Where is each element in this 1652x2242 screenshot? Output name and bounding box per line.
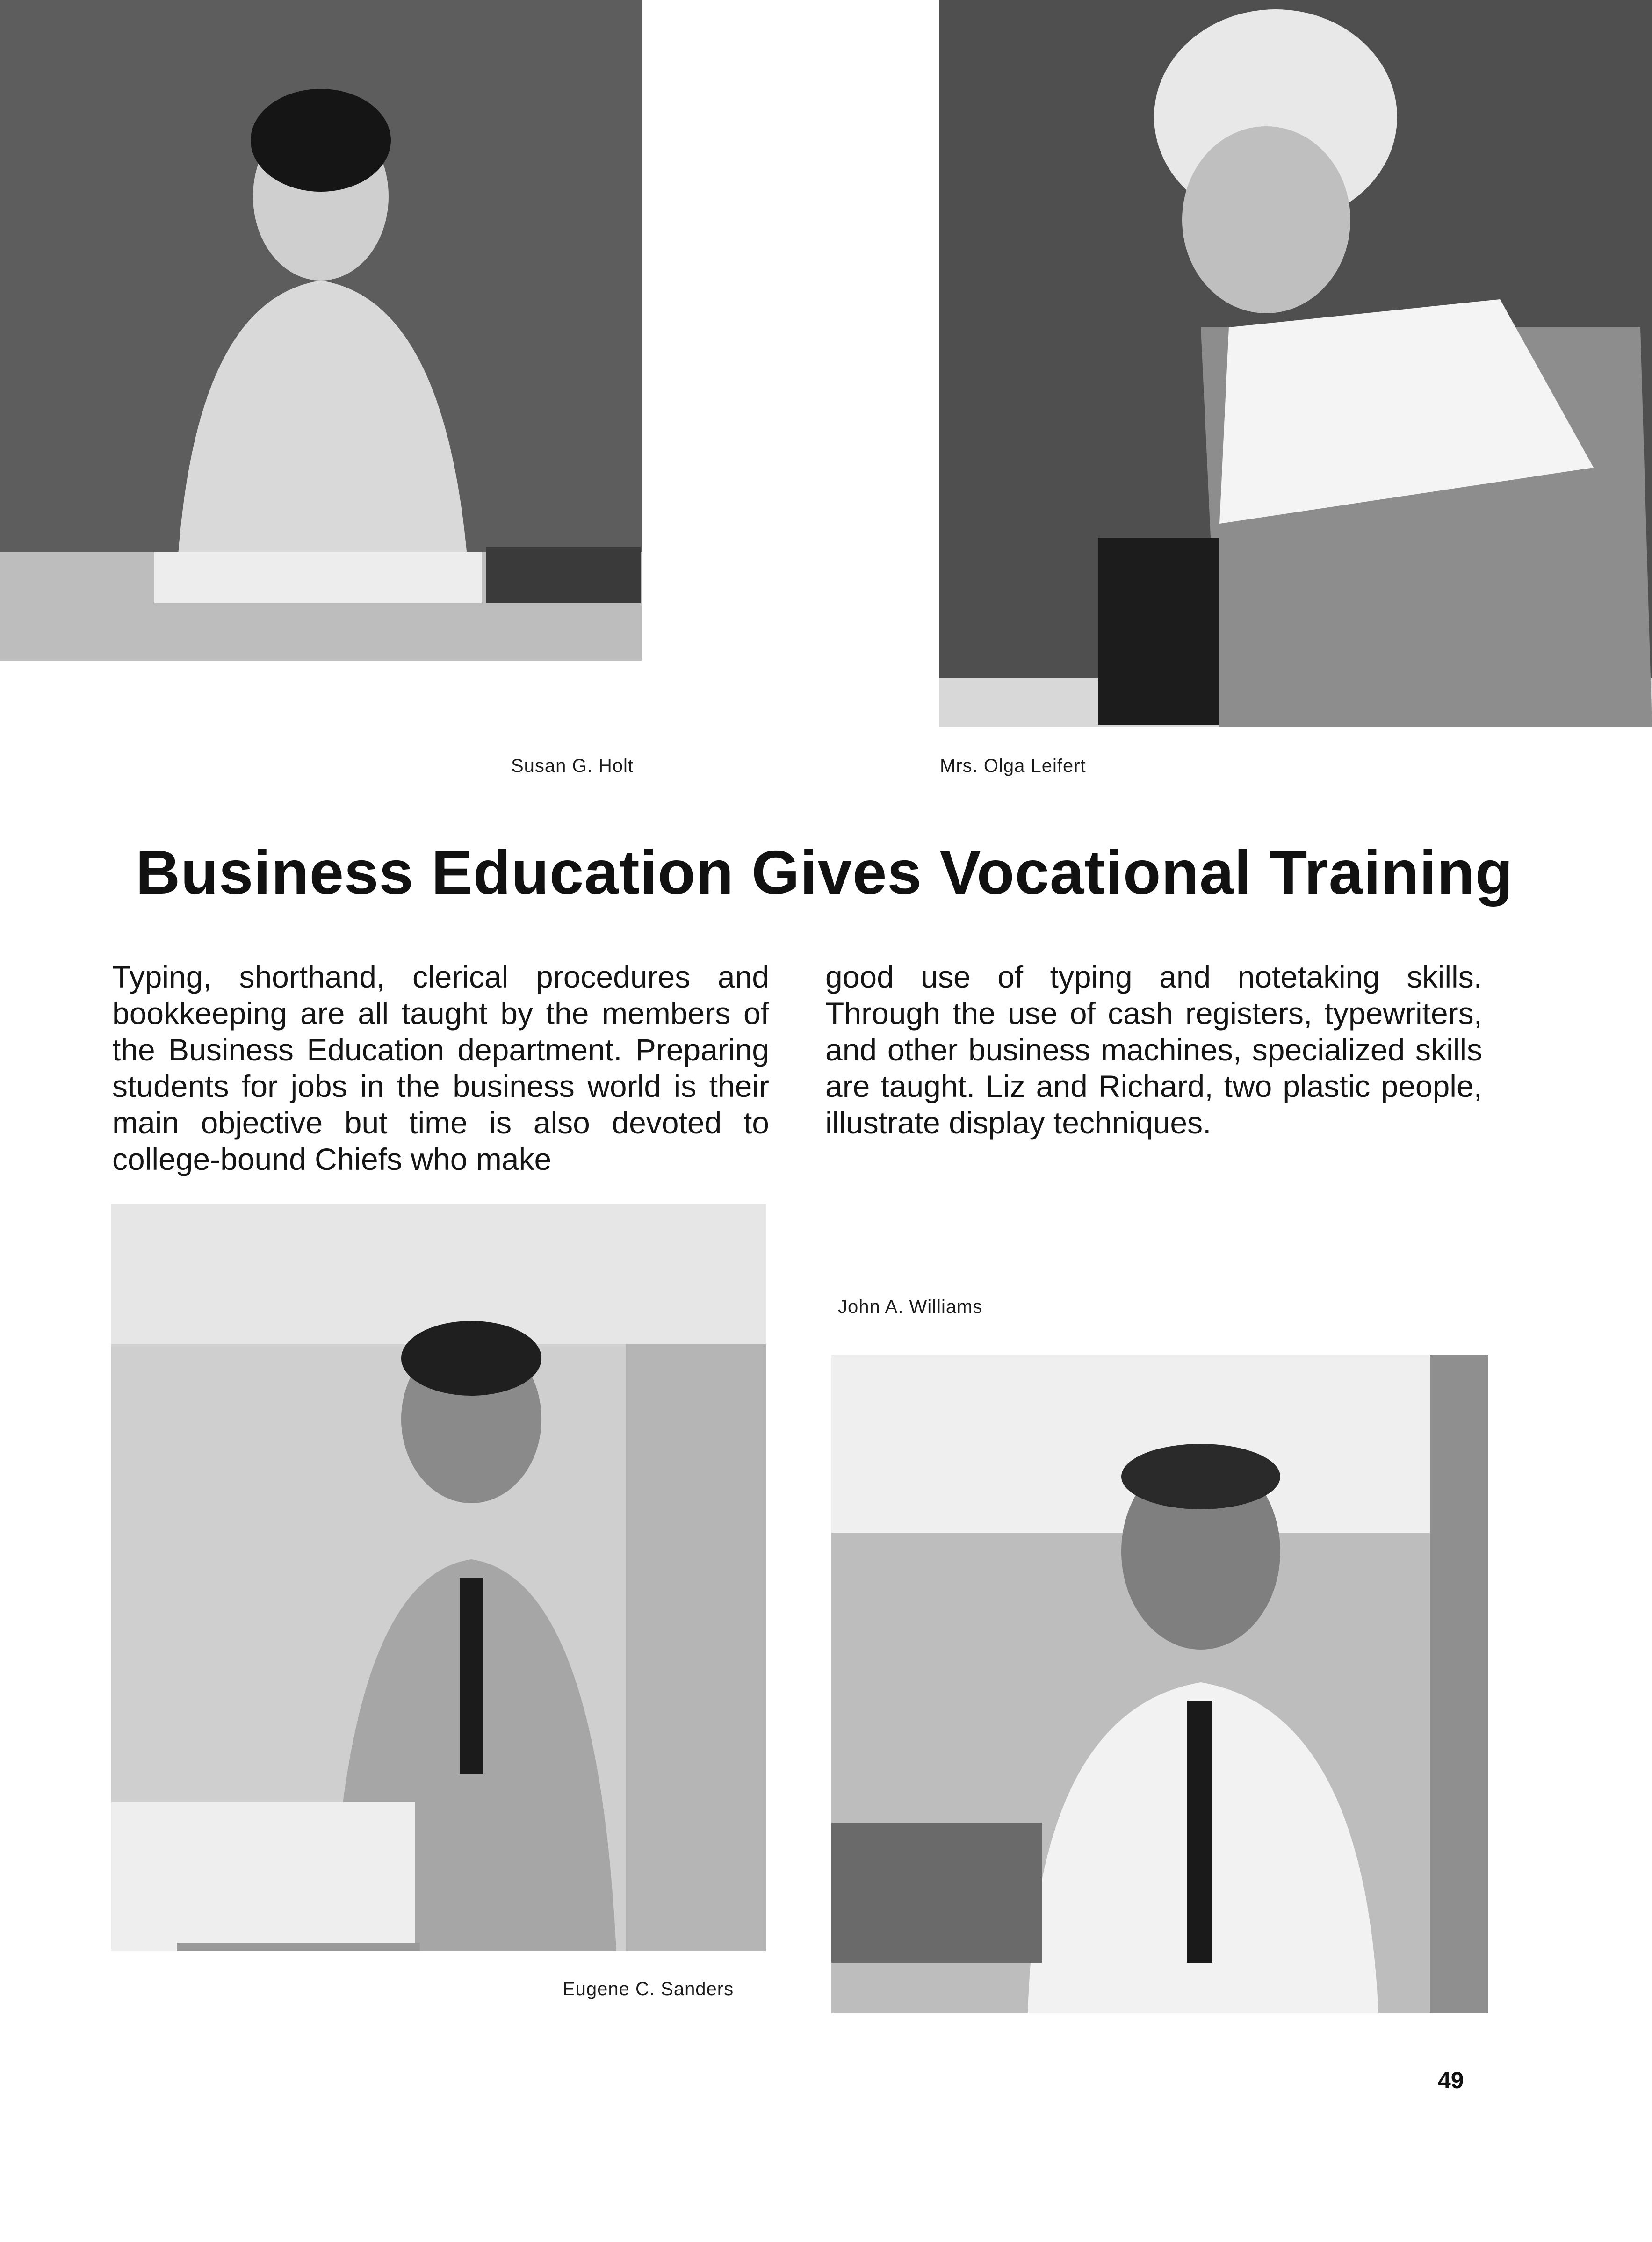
article-column-right: good use of typing and notetaking skills. Through the use of cash registers, typewriters, and other business machines, specialized skills are taught. Liz and Richard, two plastic people, illustrate display techniques. [825, 959, 1482, 1140]
photo-susan-holt [0, 0, 642, 661]
article-title: Business Education Gives Vocational Training [136, 838, 1514, 907]
caption-olga-leifert: Mrs. Olga Leifert [940, 756, 1086, 776]
photo-olga-leifert [939, 0, 1652, 727]
photo-john-williams [831, 1355, 1488, 2013]
caption-susan-holt: Susan G. Holt [511, 756, 634, 776]
caption-eugene-sanders: Eugene C. Sanders [563, 1979, 734, 1999]
photo-eugene-sanders [111, 1204, 766, 1951]
page-number: 49 [1438, 2067, 1464, 2093]
article-column-left: Typing, shorthand, clerical procedures and bookkeeping are all taught by the members of the Business Education department. Preparing students for jobs in the business world is their main objective but time is also devoted to college-bound Chiefs who make [112, 959, 769, 1176]
caption-john-williams: John A. Williams [838, 1297, 983, 1317]
